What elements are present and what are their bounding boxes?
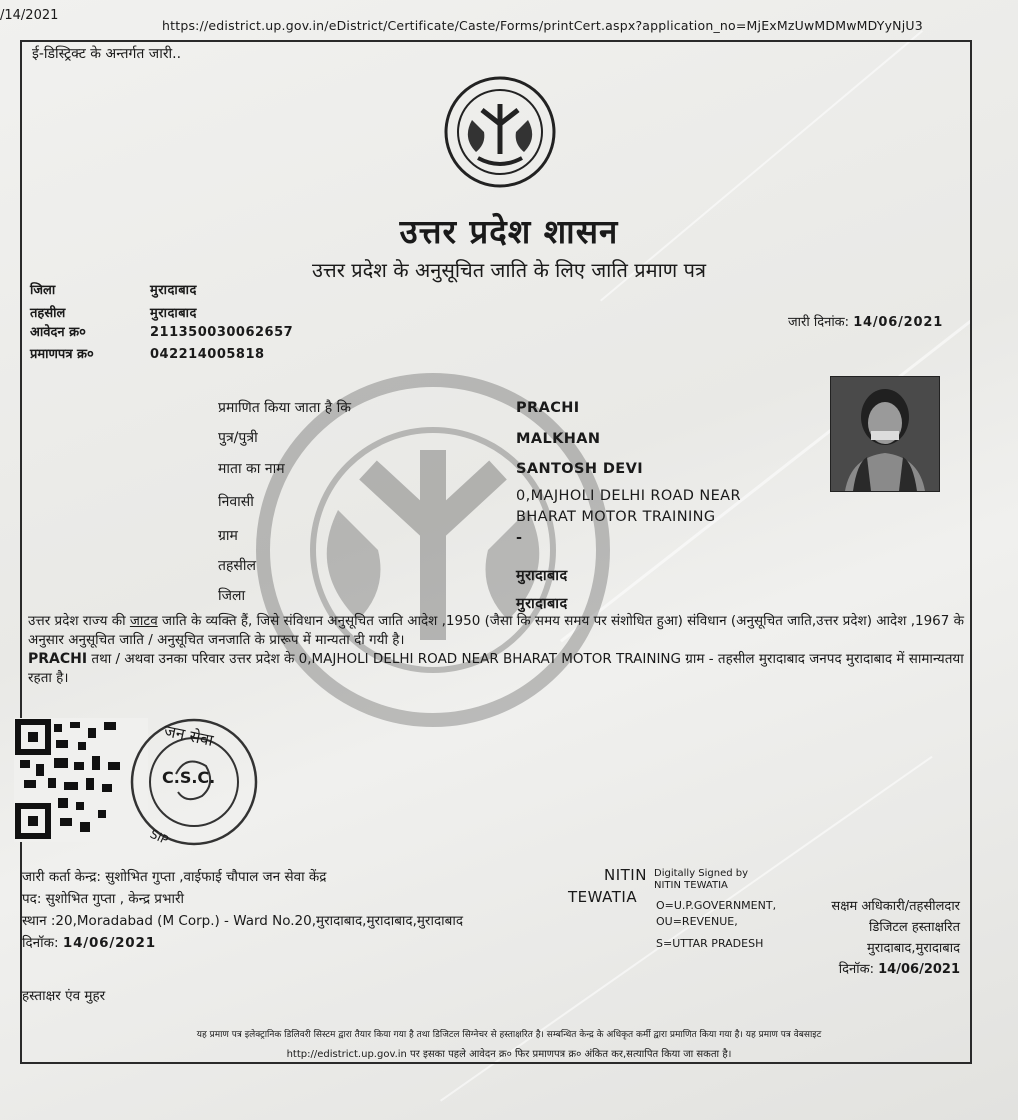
field-label-district: जिला <box>218 588 246 604</box>
authority-block <box>831 896 960 980</box>
authority-location: मुरादाबाद,मुरादाबाद <box>867 941 960 956</box>
application-label: आवेदन क्र० <box>30 325 86 340</box>
signer-name-line2: TEWATIA <box>568 888 638 906</box>
field-value-district: मुरादाबाद <box>516 596 568 612</box>
field-label-certified: प्रमाणित किया जाता है कि <box>218 400 352 416</box>
meta-application <box>30 322 293 340</box>
issuer-place: स्थान :20,Moradabad (M Corp.) - Ward No.20,मुरादाबाद,मुरादाबाद,मुरादाबाद <box>22 913 463 929</box>
meta-certificate <box>30 344 265 362</box>
field-label-mother: माता का नाम <box>218 461 285 477</box>
signature-org: O=U.P.GOVERNMENT, <box>656 899 777 912</box>
issued-under-text: ई-डिस्ट्रिक्ट के अन्तर्गत जारी.. <box>32 46 182 62</box>
district-value: मुरादाबाद <box>150 283 197 298</box>
authority-date <box>831 959 960 980</box>
signature-ou: OU=REVENUE, <box>656 915 738 928</box>
field-value-tehsil: मुरादाबाद <box>516 568 568 584</box>
meta-tehsil <box>30 303 197 321</box>
issuer-date-value: 14/06/2021 <box>62 935 156 951</box>
tehsil-value: मुरादाबाद <box>150 306 197 321</box>
footer-note-line2: http://edistrict.up.gov.in पर इसका पहले आवेदन क्र० फिर प्रमाणपत्र क्र० अंकित कर,सत्यापित किया जा सकता है। <box>286 1049 732 1060</box>
issue-date-value: 14/06/2021 <box>853 315 944 330</box>
print-date: /14/2021 <box>0 8 59 23</box>
certification-paragraph <box>28 612 968 688</box>
government-title: उत्तर प्रदेश शासन <box>399 212 619 251</box>
issuer-centre: जारी कर्ता केन्द्र: सुशोभित गुप्ता ,वाईफाई चौपाल जन सेवा केंद्र <box>22 869 327 885</box>
signature-seal-label: हस्ताक्षर एंव मुहर <box>22 988 106 1004</box>
field-label-resident: निवासी <box>218 494 254 510</box>
up-government-emblem-icon <box>442 74 558 190</box>
field-value-village: - <box>516 530 523 546</box>
district-label: जिला <box>30 283 56 298</box>
digitally-signed-label: डिजिटल हस्ताक्षरित <box>869 920 960 935</box>
meta-district <box>30 280 197 298</box>
para-applicant-name: PRACHI <box>28 651 88 667</box>
field-value-father: MALKHAN <box>516 431 601 447</box>
digital-signed-by: Digitally Signed by <box>654 868 749 879</box>
tehsil-label: तहसील <box>30 306 66 321</box>
caste-name: जाटव <box>129 613 158 629</box>
signer-name-line1: NITIN <box>604 866 647 884</box>
field-value-address-line2: BHARAT MOTOR TRAINING <box>516 509 716 525</box>
issuer-post: पद: सुशोभित गुप्ता , केन्द्र प्रभारी <box>22 891 184 907</box>
field-label-village: ग्राम <box>218 528 238 544</box>
certificate-title: उत्तर प्रदेश के अनुसूचित जाति के लिए जाति प्रमाण पत्र <box>311 258 707 282</box>
signature-state: S=UTTAR PRADESH <box>656 937 764 950</box>
digital-signature-details <box>656 898 776 952</box>
issuer-date-label: दिनॉक: <box>22 935 59 951</box>
para-part2: जाति के व्यक्ति हैं, जिसे संविधान अनुसूचित जाति आदेश ,1950 (जैसा कि समय समय पर संशोधित हुआ) संविधान (अनुसूचित जाति,उत्तर प्रदेश) आदेश ,1967 के अनुसार अनुसूचित जाति / अनुसूचित जनजाति के प्रारूप में मान्यता दी गयी है। <box>28 613 965 648</box>
seal-center-text: C.S.C. <box>162 768 216 787</box>
authority-date-label: दिनॉक: <box>838 962 874 977</box>
certificate-number: 042214005818 <box>150 347 265 362</box>
field-value-mother: SANTOSH DEVI <box>516 461 644 477</box>
footer-note-line1: यह प्रमाण पत्र इलेक्ट्रानिक डिलिवरी सिस्टम द्वारा तैयार किया गया है तथा डिजिटल सिग्नेचर से हस्ताक्षरित है। सम्बन्धित केन्द्र के अधिकृत कर्मी द्वारा प्रमाणित किया गया है। यह प्रमाण पत्र वेबसाइट <box>196 1030 822 1040</box>
para-part1: उत्तर प्रदेश राज्य की <box>28 613 130 629</box>
issuer-date <box>22 932 463 954</box>
field-label-tehsil: तहसील <box>218 558 256 574</box>
para-part3: तथा / अथवा उनका परिवार उत्तर प्रदेश के 0,MAJHOLI DELHI ROAD NEAR BHARAT MOTOR TRAINING ग्राम - तहसील मुरादाबाद जनपद मुरादाबाद में सामान्यतया रहता है। <box>28 651 964 686</box>
field-value-name: PRACHI <box>516 400 580 416</box>
issue-date <box>788 312 943 330</box>
issue-date-label: जारी दिनांक: <box>788 315 850 330</box>
authority-title: सक्षम अधिकारी/तहसीलदार <box>831 899 960 914</box>
print-url: https://edistrict.up.gov.in/eDistrict/Certificate/Caste/Forms/printCert.aspx?application_no=MjExMzUwMDMwMDYyNjU3 <box>162 18 923 33</box>
digital-signature-block <box>654 868 748 892</box>
certificate-label: प्रमाणपत्र क्र० <box>30 347 94 362</box>
field-label-son-daughter: पुत्र/पुत्री <box>218 430 258 446</box>
seal-bottom-text: SIP <box>147 826 171 848</box>
authority-date-value: 14/06/2021 <box>878 962 960 977</box>
issuer-block <box>22 866 463 954</box>
applicant-photo <box>830 376 940 492</box>
field-value-address-line1: 0,MAJHOLI DELHI ROAD NEAR <box>516 488 741 504</box>
application-number: 211350030062657 <box>150 325 294 340</box>
digital-signer-name: NITIN TEWATIA <box>654 880 728 891</box>
portrait-image <box>831 377 939 491</box>
seal-top-text: जन सेवा <box>162 721 216 750</box>
